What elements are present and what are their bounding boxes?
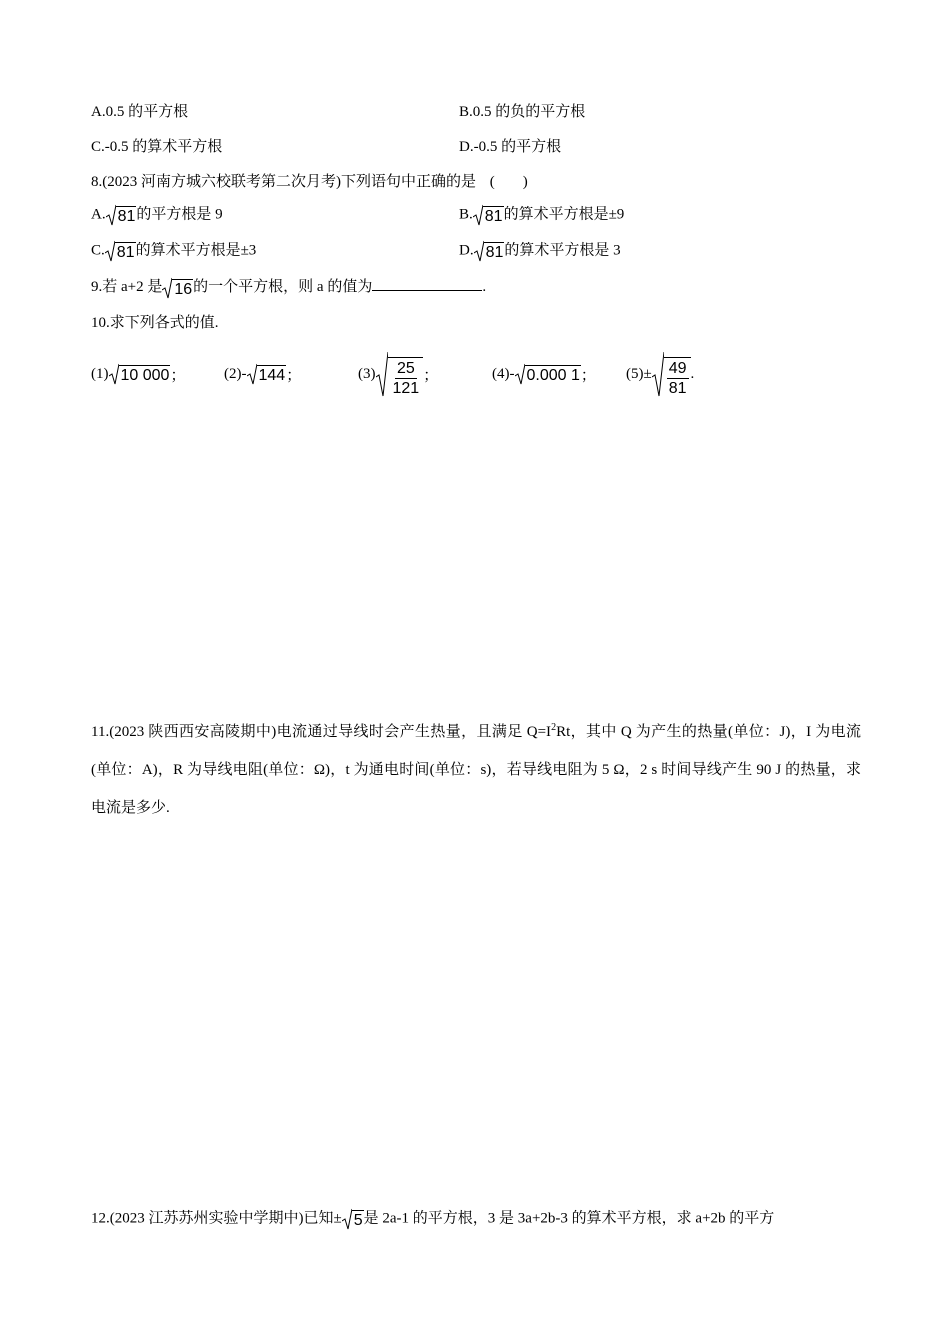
q12-prefix: 12.(2023 江苏苏州实验中学期中)已知± [91, 1210, 342, 1227]
q9-prefix: 9.若 a+2 是 [91, 279, 163, 295]
sqrt-symbol [515, 363, 581, 385]
numerator: 49 [668, 360, 687, 377]
radicand: 10 000 [120, 367, 170, 384]
q8-option-d [459, 240, 621, 262]
radicand: 81 [117, 208, 136, 225]
q10-item-5 [626, 350, 694, 398]
item-label: (3) [358, 365, 376, 382]
sqrt-symbol [473, 204, 504, 226]
sqrt-symbol [342, 1208, 364, 1230]
q8-option-c [91, 240, 256, 262]
option-label: B. [459, 206, 473, 223]
item-end: ； [423, 367, 439, 384]
q11-text-1: 11.(2023 陕西西安高陵期中)电流通过导线时会产生热量，且满足 Q=I [91, 724, 552, 740]
item-label: (4)- [492, 365, 515, 382]
answer-paren-open: ( [489, 174, 495, 190]
fraction [388, 357, 424, 397]
q10-item-3 [358, 350, 438, 398]
q12 [91, 1208, 774, 1230]
q7-option-b: B.0.5 的负的平方根 [459, 104, 586, 120]
radicand: 16 [174, 280, 193, 298]
item-end: ； [170, 367, 186, 384]
answer-paren-close: ) [522, 174, 528, 190]
sqrt-symbol [652, 351, 691, 397]
radicand: 81 [485, 244, 504, 261]
denominator: 81 [668, 380, 687, 397]
q8-option-b [459, 204, 624, 226]
option-label: C. [91, 242, 105, 259]
q11-text-2: Rt，其中 Q 为产生的热量(单位：J)，I 为电流(单位：A)，R 为导线电阻(单位：Ω)，t 为通电时间(单位：s)，若导线电阻为 5 Ω，2 s 时间导线产生 90 J 的热量，求电流是多少. [91, 724, 861, 816]
sqrt-symbol [106, 204, 137, 226]
q10-item-4 [492, 350, 596, 398]
sqrt-symbol [105, 240, 136, 262]
q11 [91, 713, 861, 827]
radicand: 81 [116, 244, 135, 261]
item-label: (5)± [626, 365, 652, 382]
q8-stem [91, 172, 528, 192]
radicand: 81 [484, 208, 503, 225]
sqrt-symbol [109, 363, 171, 385]
q7-option-d: D.-0.5 的平方根 [459, 139, 562, 155]
q10-item-2 [224, 350, 301, 398]
sqrt-symbol [376, 351, 424, 397]
sqrt-symbol [247, 363, 287, 385]
q10-item-1 [91, 350, 185, 398]
q7-option-a: A.0.5 的平方根 [91, 104, 189, 120]
radicand: 5 [353, 1212, 363, 1229]
numerator: 25 [396, 360, 415, 377]
q12-suffix: 是 2a-1 的平方根，3 是 3a+2b-3 的算术平方根，求 a+2b 的平方 [363, 1210, 775, 1227]
item-label: (2)- [224, 365, 247, 382]
q9-end: . [482, 279, 487, 295]
q9 [91, 276, 486, 299]
superscript: 2 [551, 722, 557, 733]
option-text: 的算术平方根是±9 [503, 206, 625, 223]
q10-stem: 10.求下列各式的值. [91, 315, 219, 331]
radicand: 0.000 1 [526, 367, 580, 384]
option-text: 的平方根是 9 [136, 206, 223, 223]
denominator: 121 [392, 380, 420, 397]
item-end: ； [580, 367, 596, 384]
q8-option-a [91, 204, 223, 226]
item-end: ； [286, 367, 302, 384]
sqrt-symbol [474, 240, 505, 262]
option-text: 的算术平方根是±3 [135, 242, 257, 259]
item-label: (1) [91, 365, 109, 382]
answer-blank[interactable] [372, 276, 482, 291]
fraction [664, 357, 691, 397]
radicand: 144 [258, 367, 286, 384]
q8-stem-text: 8.(2023 河南方城六校联考第二次月考)下列语句中正确的是 [91, 174, 476, 190]
item-end: . [690, 365, 695, 382]
option-label: A. [91, 206, 106, 223]
option-label: D. [459, 242, 474, 259]
option-text: 的算术平方根是 3 [504, 242, 621, 259]
sqrt-symbol [162, 277, 193, 299]
q9-suffix: 的一个平方根，则 a 的值为 [193, 279, 373, 295]
q7-option-c: C.-0.5 的算术平方根 [91, 139, 223, 155]
